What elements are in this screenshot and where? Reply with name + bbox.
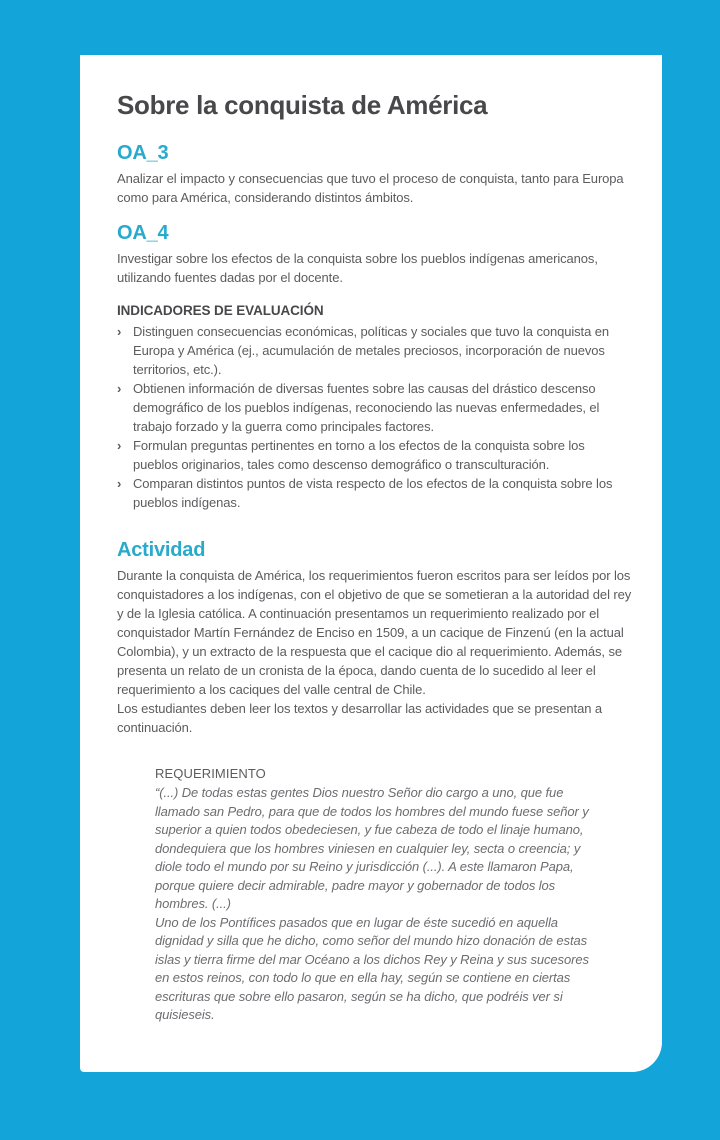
indicators-heading: INDICADORES DE EVALUACIÓN [117, 303, 324, 318]
activity-heading: Actividad [117, 539, 206, 561]
indicator-text: Distinguen consecuencias económicas, políticas y sociales que tuvo la conquista en Europa y América (ej., acumulación de metales preciosos, incorporación de nuevos territorios, etc.). [133, 324, 609, 377]
section-oa4 [117, 222, 632, 287]
indicator-text: Obtienen información de diversas fuentes sobre las causas del drástico descenso demográfico de los pueblos indígenas, reconociendo las nuevas enfermedades, el trabajo forzado y la guerra como principales factores. [133, 381, 600, 434]
requirement-quote: “(...) De todas estas gentes Dios nuestro Señor dio cargo a uno, que fue llamado san Pedro, para que de todos los hombres del mundo fuese señor y superior a quien todos obedeciesen, y fue cabeza de todo el linaje humano, dondequiera que los hombres viniesen en cualquier ley, secta o creencia; y diole todo el mundo por su Reino y jurisdicción (...). A este llamaron Papa, porque quiere decir admirable, padre mayor y gobernador de todos los hombres. (...) [155, 785, 589, 911]
bullet-marker: › [117, 381, 122, 396]
activity-paragraph: Los estudiantes deben leer los textos y desarrollar las actividades que se presentan a continuación. [117, 701, 602, 735]
indicator-item [117, 322, 632, 379]
indicator-item [117, 436, 632, 474]
requirement-quote: Uno de los Pontífices pasados que en lugar de éste sucedió en aquella dignidad y silla que he dicho, como señor del mundo hizo donación de estas islas y tierra firme del mar Océano a los dichos Rey y Reina y sus sucesores en estos reinos, con todo lo que en ella hay, según se contiene en ciertas escrituras que sobre ello pasaron, según se ha dicho, que podréis ver si quisieseis. [155, 914, 589, 1022]
bullet-marker: › [117, 438, 122, 453]
requirement-block [155, 764, 593, 1025]
page-title: Sobre la conquista de América [117, 90, 488, 120]
oa3-description: Analizar el impacto y consecuencias que tuvo el proceso de conquista, tanto para Europa como para América, considerando distintos ámbitos. [117, 171, 624, 205]
bullet-marker: › [117, 476, 122, 491]
indicator-text: Formulan preguntas pertinentes en torno a los efectos de la conquista sobre los pueblos originarios, tales como descenso demográfico o transculturación. [133, 438, 585, 472]
indicator-item [117, 474, 632, 512]
oa4-description: Investigar sobre los efectos de la conquista sobre los pueblos indígenas americanos, utilizando fuentes dadas por el docente. [117, 251, 598, 285]
indicator-text: Comparan distintos puntos de vista respecto de los efectos de la conquista sobre los pueblos indígenas. [133, 476, 613, 510]
indicator-item [117, 379, 632, 436]
indicator-list [117, 322, 632, 512]
oa4-heading: OA_4 [117, 222, 169, 244]
bullet-marker: › [117, 324, 122, 339]
document-card [80, 55, 662, 1072]
oa3-heading: OA_3 [117, 142, 169, 164]
activity-paragraph: Durante la conquista de América, los requerimientos fueron escritos para ser leídos por los conquistadores a los indígenas, con el objetivo de que se sometieran a la autoridad del rey y de la Iglesia católica. A continuación presentamos un requerimiento realizado por el conquistador Martín Fernández de Enciso en 1509, a un cacique de Finzenú (en la actual Colombia), y un extracto de la respuesta que el cacique dio al requerimiento. Además, se presenta un relato de un cronista de la época, dando cuenta de lo sucedido al leer el requerimiento a los caciques del valle central de Chile. [117, 568, 632, 697]
section-oa3 [117, 142, 632, 207]
requirement-label: REQUERIMIENTO [155, 766, 266, 781]
section-activity [117, 539, 632, 737]
section-indicators [117, 303, 632, 512]
